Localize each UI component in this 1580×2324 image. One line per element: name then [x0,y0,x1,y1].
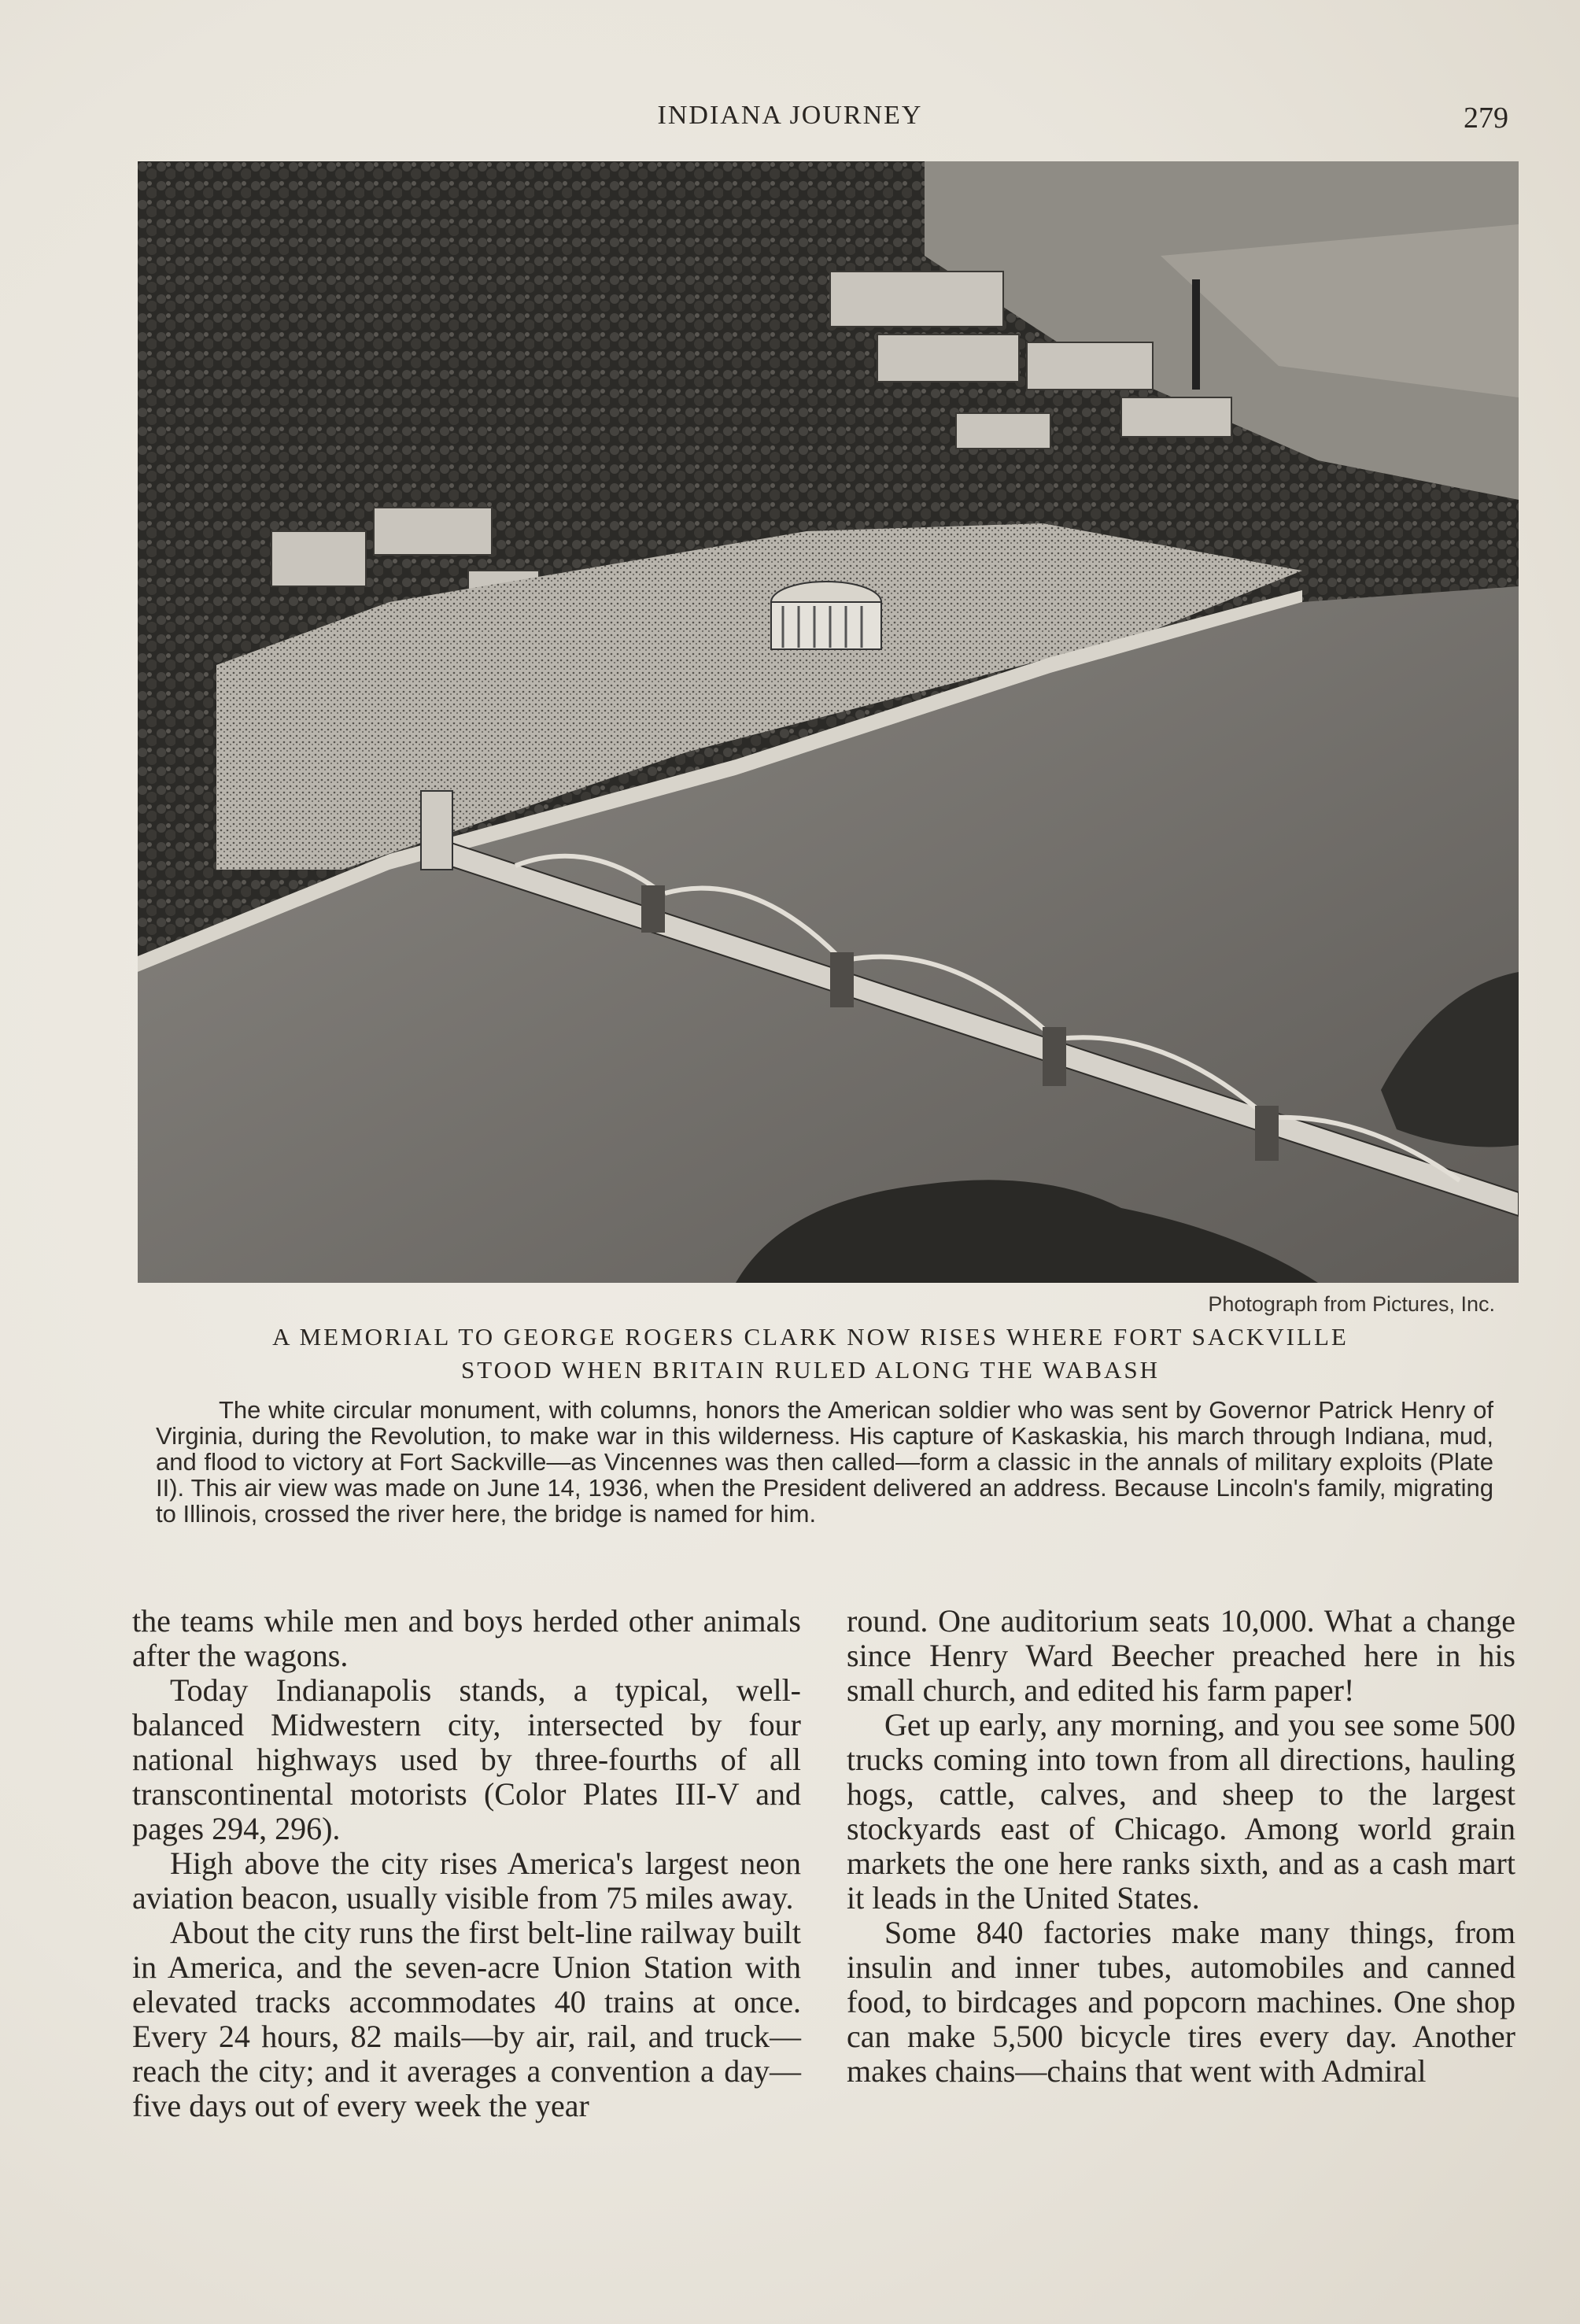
caption-legend: The white circular monument, with columns, honors the American soldier who was sent by Governor Patrick Henry of Virginia, during the Revolution, to make war in this wilderness. His capture of Kaskaskia, his march through Indiana, mud, and flood to victory at Fort Sackville—as Vincennes was then called—form a classic in the annals of military exploits (Plate II). This air view was made on June 14, 1936, when the President delivered an address. Because Lincoln's family, migrating to Illinois, crossed the river here, the bridge is named for him. [156,1396,1493,1528]
aerial-photograph [138,161,1519,1283]
paragraph: the teams while men and boys herded other animals after the wagons. [132,1603,801,1673]
paragraph: Some 840 factories make many things, from insulin and inner tubes, automobiles and canned food, to birdcages and popcorn machines. One shop can make 5,500 bicycle tires every day. Another makes chains—chains that went with Admiral [847,1915,1515,2089]
aerial-photo-memorial-bridge-icon [138,161,1519,1283]
caption-headline-line1: A MEMORIAL TO GEORGE ROGERS CLARK NOW RISES WHERE FORT SACKVILLE [272,1323,1349,1350]
caption-headline [173,1321,1448,1387]
paragraph: About the city runs the first belt-line railway built in America, and the seven-acre Union Station with elevated tracks accommodates 40 trains at once. Every 24 hours, 82 mails—by air, rail, and truck—reach the city; and it averages a convention a day—five days out of every week the year [132,1915,801,2123]
caption-headline-line2: STOOD WHEN BRITAIN RULED ALONG THE WABASH [460,1356,1161,1384]
page-number: 279 [1464,102,1508,135]
paragraph: round. One auditorium seats 10,000. What a change since Henry Ward Beecher preached here in his small church, and edited his farm paper! [847,1603,1515,1708]
body-column-right [847,1604,1515,2089]
photo-credit: Photograph from Pictures, Inc. [1208,1292,1495,1316]
paragraph: Today Indianapolis stands, a typical, well-balanced Midwestern city, intersected by four national highways used by three-fourths of all transcontinental motorists (Color Plates III-V and pages 294, 296). [132,1672,801,1846]
body-column-left [132,1604,801,2123]
running-head: INDIANA JOURNEY [657,101,923,130]
paragraph: High above the city rises America's largest neon aviation beacon, usually visible from 75 miles away. [132,1846,801,1916]
paragraph: Get up early, any morning, and you see some 500 trucks coming into town from all directions, hauling hogs, cattle, calves, and sheep to the largest stockyards east of Chicago. Among world grain markets the one here ranks sixth, and as a cash mart it leads in the United States. [847,1707,1515,1916]
